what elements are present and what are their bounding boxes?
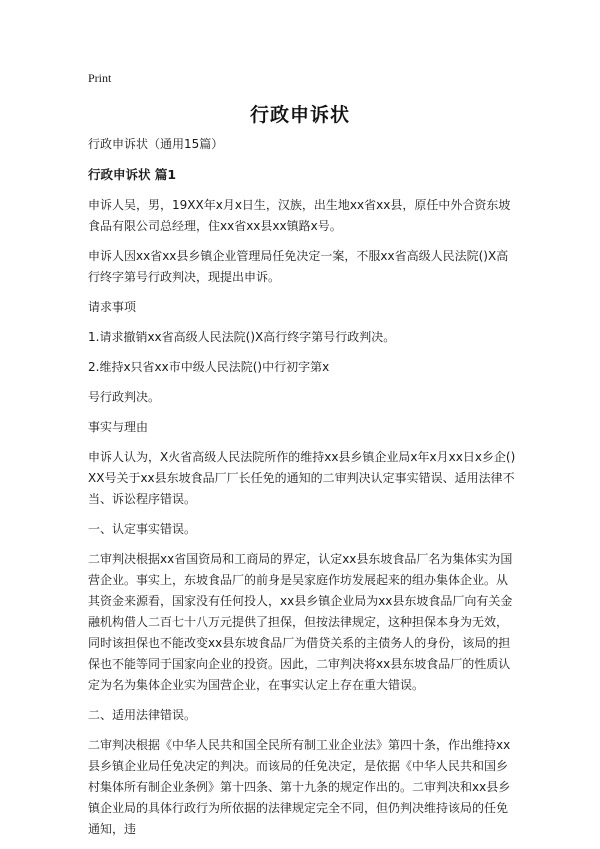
section-heading: 行政申诉状 篇1	[88, 167, 177, 182]
request-item-2: 2.维持x只省xx市中级人民法院()中行初字第x	[88, 360, 330, 374]
heading-fact-error: 一、认定事实错误。	[88, 522, 197, 536]
paragraph-applicant: 申诉人吴，男，19XX年x月x日生，汉族，出生地xx省xx县，原任中外合资东坡食品有限公司总经理，住xx省xx县xx镇路x号。	[88, 198, 511, 233]
paragraph-law-error: 二审判决根据《中华人民共和国全民所有制工业企业法》第四十条，作出维持xx县乡镇企业局任免决定的判决。而该局的任免决定，是依据《中华人民共和国乡村集体所有制企业条例》第十四条、第十九条的规定作出的。二审判决和xx县乡镇企业局的具体行政行为所依据的法律规定完全不同，但仍判决维持该局的任免通知，违	[88, 738, 511, 836]
document-title: 行政申诉状	[249, 104, 350, 126]
heading-facts-reasons: 事实与理由	[88, 420, 149, 434]
document-subtitle: 行政申诉状（通用15篇）	[88, 137, 224, 151]
paragraph-appeal-reason: 申诉人因xx省xx县乡镇企业管理局任免决定一案，不服xx省高级人民法院()X高行终字第号行政判决，现提出申诉。	[88, 249, 509, 284]
heading-law-error: 二、适用法律错误。	[88, 708, 197, 722]
request-item-1: 1.请求撤销xx省高级人民法院()X高行终字第号行政判决。	[88, 330, 396, 344]
request-item-2-continued: 号行政判决。	[88, 390, 161, 404]
paragraph-opinion: 申诉人认为，X火省高级人民法院所作的维持xx县乡镇企业局x年x月xx日x乡企()XX号关于xx县东坡食品厂厂长任免的通知的二审判决认定事实错误、适用法律不当、诉讼程序错误。	[88, 450, 516, 506]
print-link[interactable]: Print	[88, 71, 112, 85]
paragraph-fact-error: 二审判决根据xx省国资局和工商局的界定，认定xx县东坡食品厂名为集体实为国营企业。事实上，东坡食品厂的前身是吴家庭作坊发展起来的组办集体企业。从其资金来源看，国家没有任何投人，xx县乡镇企业局为xx县东坡食品厂向有关金融机构借人二百七十八万元提供了担保，但按法律规定，这种担保本身为无效，同时该担保也不能改变xx县东坡食品厂为借贷关系的主债务人的身份，该局的担保也不能等同于国家向企业的投资。因此，二审判决将xx县东坡食品厂的性质认定为名为集体企业实为国营企业，在事实认定上存在重大错误。	[88, 552, 513, 692]
heading-requests: 请求事项	[88, 300, 137, 314]
document-body	[88, 134, 516, 849]
